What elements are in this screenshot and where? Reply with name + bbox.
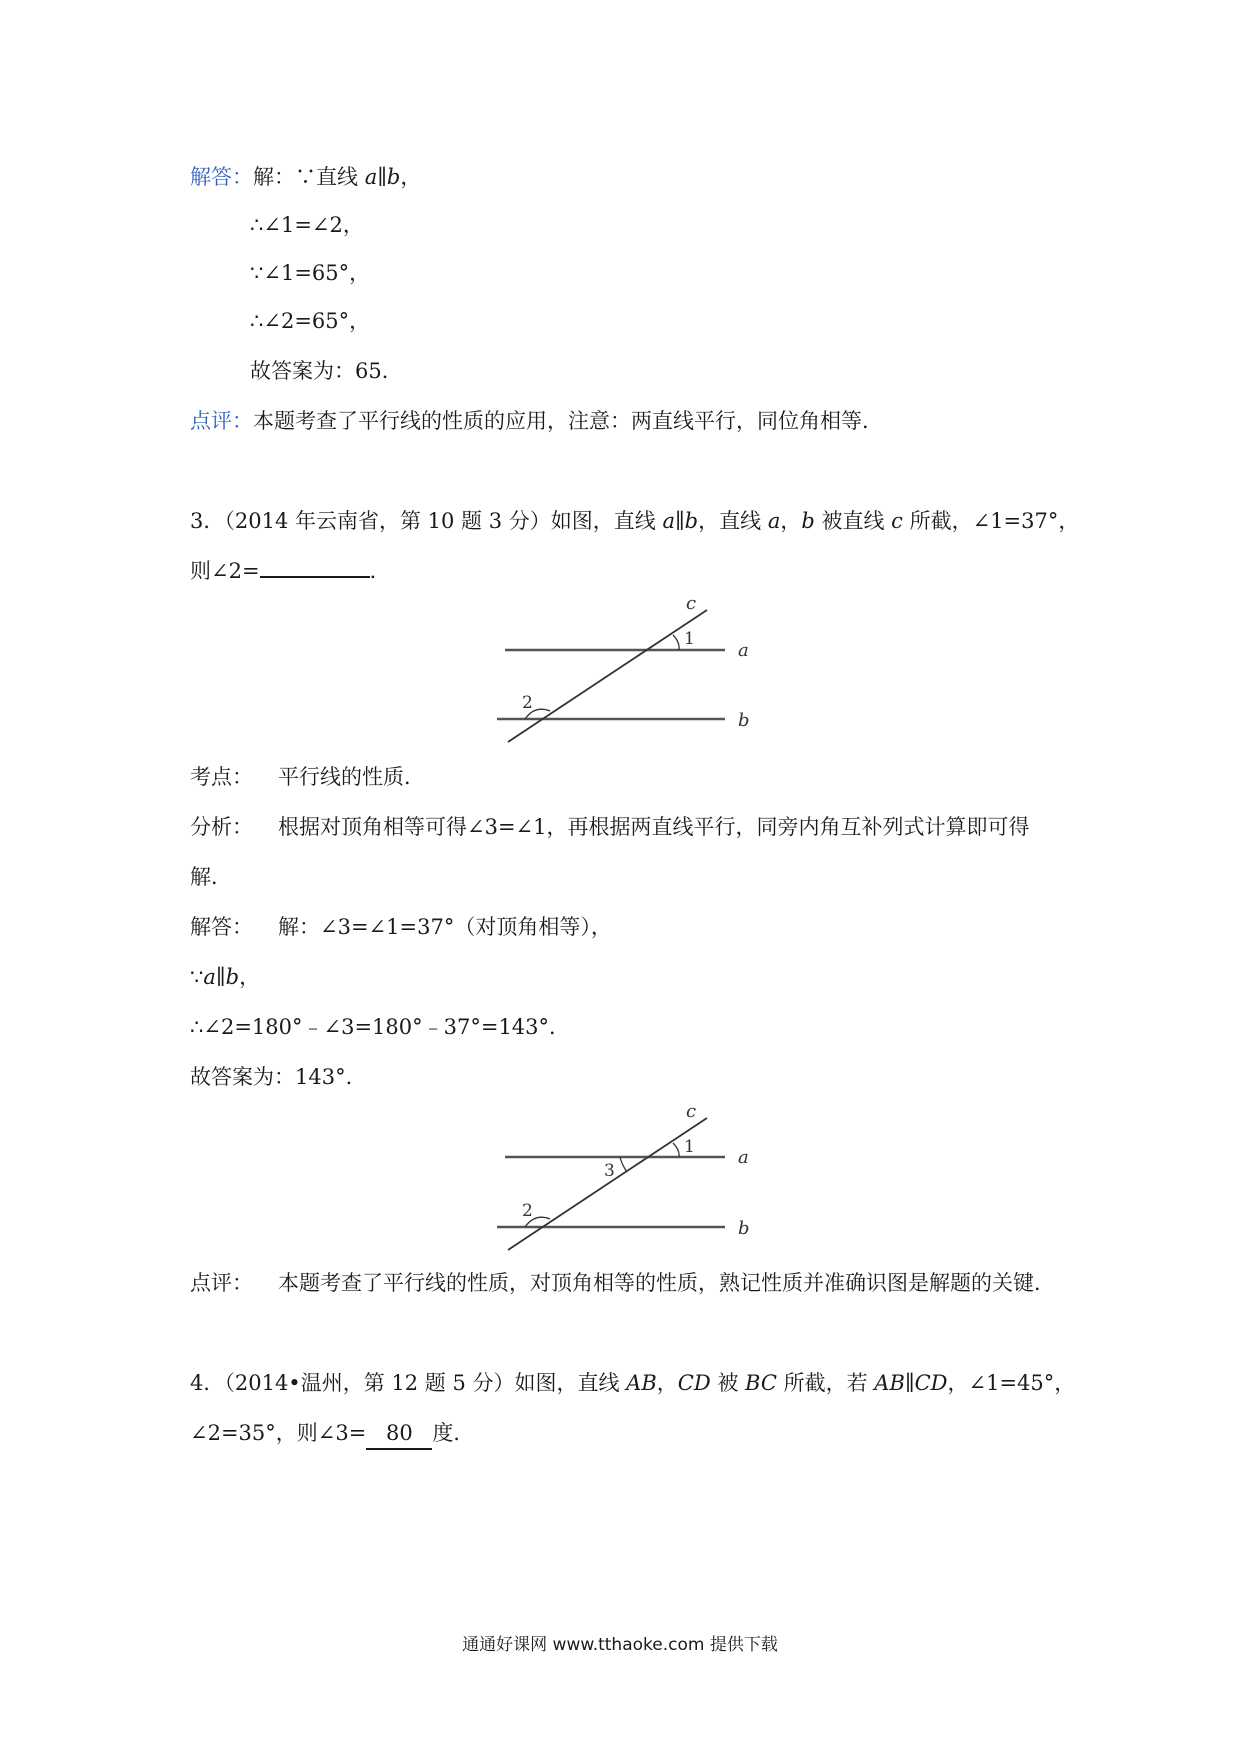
var-b: b [684,509,699,533]
text: 解：∵直线 [253,165,365,189]
text: 所截，若 [776,1371,875,1395]
segment-ab: AB [626,1371,657,1395]
step-line: ∴∠2=180°﹣∠3=180°﹣37°=143°． [190,1015,571,1039]
answer-line-5: 故答案为：65． [250,359,403,383]
segment-bc: BC [745,1371,777,1395]
label-angle-1: 1 [684,1137,695,1157]
label-angle-1: 1 [684,629,695,649]
dianping-label: 点评： [190,1271,253,1295]
q4-line-1 [190,1368,1075,1398]
label-b: b [738,710,750,731]
figure-parallel-lines-2 [480,1100,780,1260]
var-c: c [891,509,903,533]
text: ， [780,509,802,533]
comment-label: 点评 [190,409,232,433]
angle-3-arc [620,1157,627,1172]
text: 被 [710,1371,746,1395]
kaodian-text: 平行线的性质． [278,765,425,789]
dianping-text: 本题考查了平行线的性质，对顶角相等的性质，熟记性质并准确识图是解题的关键． [278,1271,1055,1295]
label-c: c [686,1101,697,1122]
fenxi-text: 根据对顶角相等可得∠3=∠1，再根据两直线平行，同旁内角互补列式计算即可得 [278,815,1030,839]
period: ． [369,559,391,583]
page-footer: 通通好课网 www.tthaoke.com 提供下载 [462,1635,778,1655]
segment-cd: CD [677,1371,711,1395]
label-a: a [738,1147,749,1168]
fenxi-line-2: 解． [190,865,232,889]
var-a: a [364,165,378,189]
var-b: b [225,965,240,989]
comment-line [190,406,883,436]
angle-1-arc [673,635,679,650]
text: 被直线 [814,509,892,533]
kaodian-line [190,762,425,792]
parallel-symbol: ∥ [215,965,226,989]
text: ，∠1=45°， [947,1371,1076,1395]
text: 所截，∠1=37°， [902,509,1080,533]
answer-line: 故答案为：143°． [190,1065,367,1089]
label-angle-2: 2 [522,693,533,713]
figure-parallel-lines-1 [480,595,780,755]
parallel-symbol: ∥ [904,1371,915,1395]
kaodian-label: 考点： [190,765,253,789]
answer-line-1 [190,162,421,192]
jieda-text: 解：∠3=∠1=37°（对顶角相等）， [278,915,612,939]
parallel-symbol: ∥ [674,509,685,533]
angle-1-arc [673,1143,679,1157]
parallel-symbol: ∥ [377,165,387,189]
answer-line-3: ∵∠1=65°， [250,261,371,285]
colon: ： [232,409,253,433]
jieda-line [190,912,612,942]
text: 度． [432,1421,475,1445]
text: ∠2=35°，则∠3= [190,1421,367,1445]
segment-ab: AB [874,1371,905,1395]
label-a: a [738,640,749,661]
comma: ， [239,965,261,989]
var-a: a [662,509,675,533]
answer-line-4: ∴∠2=65°， [250,309,371,333]
text: 3．（2014 年云南省，第 10 题 3 分）如图，直线 [190,509,663,533]
answer-line-2: ∴∠1=∠2， [250,213,364,237]
since-symbol: ∵ [190,965,204,989]
comment-text: 本题考查了平行线的性质的应用，注意：两直线平行，同位角相等． [253,409,883,433]
var-b: b [801,509,815,533]
label-angle-3: 3 [604,1161,615,1181]
answer-blank [260,556,370,578]
label-angle-2: 2 [522,1201,533,1221]
var-a: a [203,965,216,989]
comma: ， [656,1371,678,1395]
jieda-label: 解答： [190,915,253,939]
line-c [508,1118,707,1250]
comma: ， [400,165,422,189]
label-c: c [686,595,697,614]
dianping-line [190,1268,1055,1298]
answer-blank: 80 [366,1418,432,1450]
label-b: b [738,1218,750,1239]
fenxi-line [190,812,1030,842]
var-a: a [767,509,781,533]
text: ，直线 [698,509,768,533]
segment-cd: CD [914,1371,948,1395]
answer-label: 解答 [190,165,232,189]
text: 则∠2= [190,559,260,583]
q3-line-2 [190,556,391,586]
q3-line-1 [190,506,1079,536]
q4-line-2 [190,1418,474,1450]
fenxi-label: 分析： [190,815,253,839]
colon: ： [232,165,253,189]
line-c [508,610,707,742]
var-b: b [386,165,401,189]
since-line [190,962,260,992]
text: 4．（2014•温州，第 12 题 5 分）如图，直线 [190,1371,627,1395]
